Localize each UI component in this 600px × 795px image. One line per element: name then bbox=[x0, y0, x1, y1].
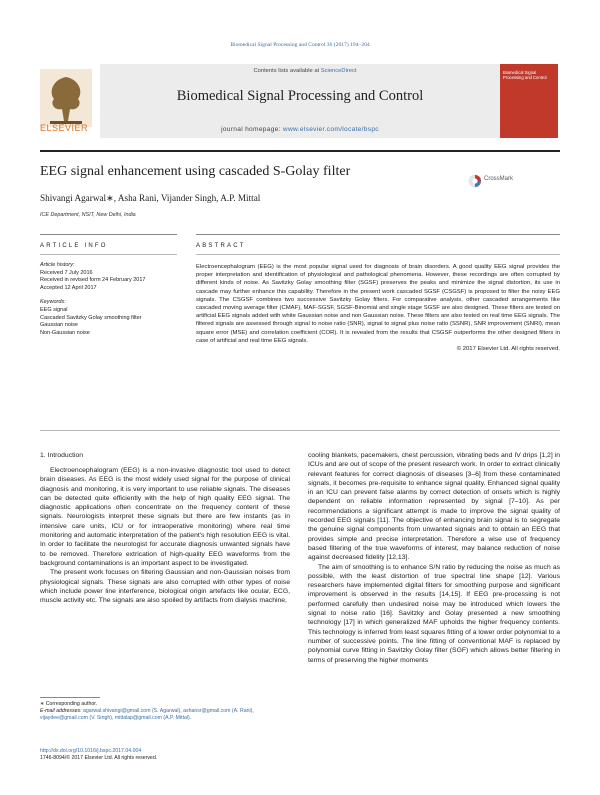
history-label: Article history: bbox=[40, 262, 75, 268]
homepage-prefix: journal homepage: bbox=[221, 126, 283, 133]
crossmark-icon bbox=[468, 174, 482, 188]
abstract-text: Electroencephalogram (EEG) is the most popular signal used for diagnosis of brain disorders. A good quality EEG signal provides the proper interpretation and identification of physiological and pathological phenomena. However, these recordings are often corrupted by different kinds of noise. As Savitzky Golay smoothing filter (SGSF) preserves the peaks and minimize the signal distortion, its use in cascade may further enhance this capability. Therefore in the present work cascaded SGSF (CSGSF) is proposed to filter the noisy EEG signals. The CSGSF combines two successive Savitzky Golay filters. For comparative analysis, other cascaded arrangements like cascaded moving average filter (CMAF), MAF-SGSF, SGSF-Binomial and single stage SGSF are also designed. These filters are tested on artificial EEG signals added with white Gaussian noise and non Gaussian noise. These filters are also tested on real time EEG signals. The filtered signals are assessed through signal to noise ratio (SNR), signal to signal plus noise ratio (SSNR), SNR improvement (SNRI), mean square error (MSE) and correlation coefficient (COR). It is revealed from the results that CSGSF outperforms the other designed filters in case of artificial and real time EEG signals. bbox=[196, 264, 560, 344]
publisher-name: ELSEVIER bbox=[40, 123, 89, 133]
article-title: EEG signal enhancement using cascaded S-Golay filter bbox=[40, 164, 351, 179]
keyword: EEG signal bbox=[40, 306, 68, 313]
author-list[interactable]: Shivangi Agarwal∗, Asha Rani, Vijander Singh, A.P. Mittal bbox=[40, 193, 261, 203]
header-rule bbox=[40, 150, 560, 152]
accepted-date: Accepted 12 April 2017 bbox=[40, 284, 97, 291]
journal-cover-title: Biomedical Signal Processing and Control bbox=[503, 70, 547, 80]
paragraph: The present work focuses on filtering Gaussian and non-Gaussian noises from physiological signals. These signals are also corrupted with other types of noise which include power line interference, biological origin artefacts like ocular, ECG, muscle activity etc. The signals are also spoiled by artifacts from dialysis machine, bbox=[40, 569, 290, 605]
journal-homepage bbox=[100, 126, 500, 133]
keyword: Cascaded Savitzky Golay smoothing filter bbox=[40, 314, 142, 321]
crossmark-badge[interactable] bbox=[468, 173, 528, 189]
footnotes bbox=[40, 701, 300, 722]
paragraph: cooling blankets, pacemakers, chest percussion, vibrating beds and IV drips [1,2] in ICUs and are out of scope of the present research work. In order to extract clinically relevant features for correct diagnosis of diseases [3–6] from these contaminated signals, it becomes pre-requisite to enhance signal quality. Enhanced signal quality in an ICU can prevent false alarms by correct detection of onsets which is highly dependent on reliable information represented by signal [7–10]. As per recommendations a significant attempt is made to improve the signal quality of recorded EEG signals [11]. The objective of enhancing brain signal is to segregate the genuine signal components from unwanted signals and to obtain an EEG that provides simple and precise interpretation. Therefore a wise use of frequency based filtering of the true waveforms of interest, may balance reduction of noise against decreased fidelity [12,13]. bbox=[308, 452, 560, 562]
email-note bbox=[40, 708, 300, 722]
body-column-right bbox=[308, 451, 560, 665]
contents-prefix: Contents lists available at bbox=[253, 68, 321, 74]
doi-link[interactable]: http://dx.doi.org/10.1016/j.bspc.2017.04.004 bbox=[40, 748, 142, 754]
abstract-heading: ABSTRACT bbox=[196, 243, 246, 249]
keyword: Gaussian noise bbox=[40, 322, 78, 329]
sciencedirect-link[interactable]: ScienceDirect bbox=[320, 68, 357, 74]
front-matter-rule bbox=[40, 430, 560, 431]
revised-date: Received in revised form 24 February 2017 bbox=[40, 277, 146, 284]
doi-block bbox=[40, 748, 300, 762]
body-column-left bbox=[40, 466, 290, 605]
received-date: Received 7 July 2016 bbox=[40, 269, 93, 276]
introduction-heading: 1. Introduction bbox=[40, 452, 84, 459]
corresponding-author-note: ∗ Corresponding author. bbox=[40, 701, 98, 707]
abstract-rule bbox=[196, 234, 560, 235]
crossmark-label: CrossMark bbox=[484, 176, 514, 182]
info-rule-lower bbox=[40, 254, 177, 255]
keyword: Non-Gaussian noise bbox=[40, 329, 90, 336]
email-label: E-mail addresses: bbox=[40, 708, 83, 714]
article-info-heading: ARTICLE INFO bbox=[40, 243, 108, 249]
affiliation: ICE Department, NSIT, New Delhi, India bbox=[40, 212, 136, 218]
email-addresses[interactable]: agarwal.shivangi@gmail.com (S. Agarwal), ashansr@gmail.com (A. Rani), vijaydee@gmail.com (V. Singh), mittalap@gmail.com (A.P. Mittal). bbox=[40, 708, 254, 721]
paragraph: Electroencephalogram (EEG) is a non-invasive diagnostic tool used to detect brain diseases. As EEG is the most widely used signal for the purpose of clinical diagnosis and monitoring, it is very important to use reliable signals. The diseases can be detected quite efficiently with the help of high quality EEG signal. The diagnostic applications often concentrate on the frequency content of these signals. Neurologists interpret these signals but there are few instants (as in intensive care units, ICU or for intraoperative monitoring) where real time monitoring and automatic interpretation of the patient's high resolution EEG is vital. In order to facilitate the neurologist for accurate diagnosis unwanted signals have to be removed. Therefore extrication of high-quality EEG waveforms from the background contaminations is an important aspect to be investigated. bbox=[40, 467, 290, 567]
paragraph: The aim of smoothing is to enhance S/N ratio by reducing the noise as much as possible, with the least distortion of true spectral line shape [12]. Various researchers have implemented digital filters for smoothing purpose and significant improvement is observed in the results [14,15]. If EEG pre-processing is not performed carefully then undesired noise may be introduced which lowers the signal to noise ratio [16]. Savitzky and Golay presented a new smoothing technology [17] in which generalized MAF upholds the higher frequency contents. This technology is inferred from least squares fitting of a lower order polynomial to a number of successive points. The line fitting of conventional MAF is replaced by polynomial curve fitting in Savitzky Golay filter (SGF) which allows better filtering in terms of preserving the higher moments bbox=[308, 563, 560, 664]
journal-reference[interactable]: Biomedical Signal Processing and Control 36 (2017) 194–204 bbox=[230, 42, 370, 48]
info-rule bbox=[40, 234, 177, 235]
abstract-rule-lower bbox=[196, 254, 560, 255]
journal-title: Biomedical Signal Processing and Control bbox=[176, 88, 424, 104]
abstract-body bbox=[196, 263, 560, 353]
homepage-link[interactable]: www.elsevier.com/locate/bspc bbox=[282, 126, 379, 133]
contents-line bbox=[180, 68, 430, 74]
footnote-rule bbox=[40, 697, 100, 698]
keywords-label: Keywords: bbox=[40, 299, 66, 306]
copyright-line: © 2017 Elsevier Ltd. All rights reserved. bbox=[456, 346, 560, 353]
article-info bbox=[40, 262, 180, 337]
issn-line: 1746-8094/© 2017 Elsevier Ltd. All rights reserved. bbox=[40, 755, 158, 761]
